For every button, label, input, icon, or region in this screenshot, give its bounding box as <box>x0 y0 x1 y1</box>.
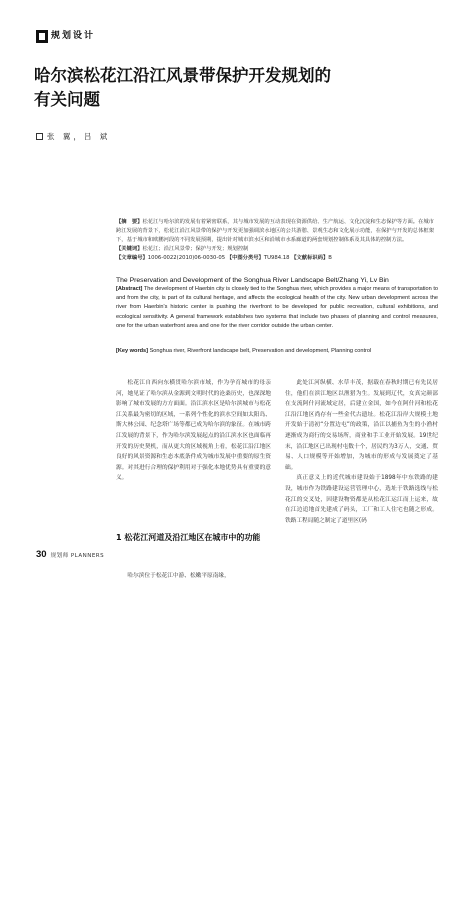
chinese-abstract <box>116 218 434 263</box>
abstract-cn-label: 【摘 要】 <box>116 219 143 225</box>
doc-code-label: 【文献标识码】 <box>291 255 329 262</box>
body-left-column-continued <box>116 571 271 582</box>
title-line-2: 有关问题 <box>34 90 100 109</box>
body-paragraph: 哈尔滨位于松花江中游、松嫩平原南缘， <box>127 573 230 579</box>
article-title <box>34 64 434 112</box>
english-abstract <box>116 285 438 331</box>
english-title: The Preservation and Development of the Songhua River Landscape Belt/Zhang Yi, Lv Bin <box>116 277 389 284</box>
journal-logo <box>36 30 95 43</box>
clc-label: 【中图分类号】 <box>226 255 264 262</box>
logo-text: 规划设计 <box>51 31 96 41</box>
article-meta-line <box>116 254 434 263</box>
body-paragraph: 此处江河纵横、水草丰茂，据载在春秋时期已有先民居住，他们在滨江地区以渔猎为生。发展到辽代，女真完颜部在支流阿什河流域定居，后建立金国，如今在阿什河和松花江沿江地区尚存有一些金代古遗址。松花江沿岸大规模土地开发始于清初“分置边屯”的政策，沿江以捕鱼为生的小渔村逐渐成为商行的交易场所，商业和手工业开始发展。19世纪末，沿江地区已出现村屯数十个，居民约为3万人，交通、贸易、人口规模等开始增加，为城市的形成与发展奠定了基础。 <box>285 380 438 471</box>
body-paragraph: 真正意义上的近代城市建设始于1898年中东铁路的建设，城市作为铁路建设运营管理中心，选址于铁路选线与松花江的交叉处，因建设物资都是从松花江运江而上运来，故在江边追地首先建成了码头，工厂和工人住宅也随之形成。铁路工程局随之制定了道里区(码 <box>285 475 438 524</box>
abstract-en-label: [Abstract] <box>116 286 143 292</box>
section-heading: 1 松花江河道及沿江地区在城市中的功能 <box>116 533 261 542</box>
journal-name: 规划师 PLANNERS <box>50 553 105 559</box>
keywords-cn: 松花江；沿江风景带；保护与开发；规划控制 <box>142 246 249 253</box>
body-left-column <box>116 378 271 484</box>
abstract-cn-text: 松花江与哈尔滨的发展有着紧密联系，其与城市发展的互动表现在资源供给、生产航运、文化沉淀和生态保护等方面。在城市跨江发展的背景下，松花江沿江风景带的保护与开发更加强调滨水地区的公共游憩、景观生态和文化展示功能，在保护与开发的总体框架下，基于城市和欧鹏河段的不同发展预期，提出针对城市滨水区和沿城市水系廊道的两套规划控制体系及其具体的控制方法。 <box>116 219 434 244</box>
page-number: 30 <box>36 549 47 560</box>
logo-mark-icon <box>36 30 48 43</box>
title-line-1: 哈尔滨松花江沿江风景带保护开发规划的 <box>34 66 331 85</box>
body-paragraph: 松花江自西向东横贯哈尔滨市域，作为孕育城市的母亲河，她见证了哈尔滨从金源到文明时代的沧桑历史，也深深地影响了城市发展的方方面面。沿江滨水区是哈尔滨城市与松花江关系最为密切的区域，一系列个性化的滨水空间如太阳岛、斯大林公园、纪念塔广场等都已成为哈尔滨的象征。在城市跨江发展的背景下，作为哈尔滨发展起点的沿江滨水区也面临再开发的历史契机，而从更大的区域视角上看，松花江沿江地区良好的风景资源和生态本底条件成为城市发展中重要的原生资源。对其进行合理的保护利用对于强化本地优势具有重要的意义。 <box>116 380 271 482</box>
author-box-icon <box>36 133 43 140</box>
page-footer <box>36 549 104 560</box>
abstract-en-text: The development of Haerbin city is closely tied to the Songhua river, which provides a major means of transportation to and from the city, is part of its cultural heritage, and affects the ecological health of the city. New urban development across the river from Haerbin's historic center is pushing the riverfront to be developed for public recreation, cultural exhibitions, and ecological sensitivity. A general framework establishes two systems that include two phases of planning and control measures, one for the urban waterfront area and one for the river corridor outside the urban center. <box>116 286 438 329</box>
article-no: 1006-0022(2010)06-0030-05 <box>147 255 226 262</box>
doc-code: B <box>328 255 332 262</box>
body-right-column <box>285 378 438 526</box>
author-line <box>36 131 110 142</box>
keywords-cn-line <box>116 245 434 254</box>
keywords-en-text: Songhua river, Riverfront landscape belt, Preservation and development, Planning control <box>148 348 372 354</box>
clc-code: TU984.18 <box>263 255 290 262</box>
article-no-label: 【文章编号】 <box>116 255 148 262</box>
english-keywords <box>116 347 438 356</box>
keywords-cn-label: 【关键词】 <box>116 246 143 253</box>
abstract-cn-paragraph <box>116 218 434 245</box>
authors: 张 翼，吕 斌 <box>47 132 111 141</box>
keywords-en-label: [Key words] <box>116 348 149 354</box>
